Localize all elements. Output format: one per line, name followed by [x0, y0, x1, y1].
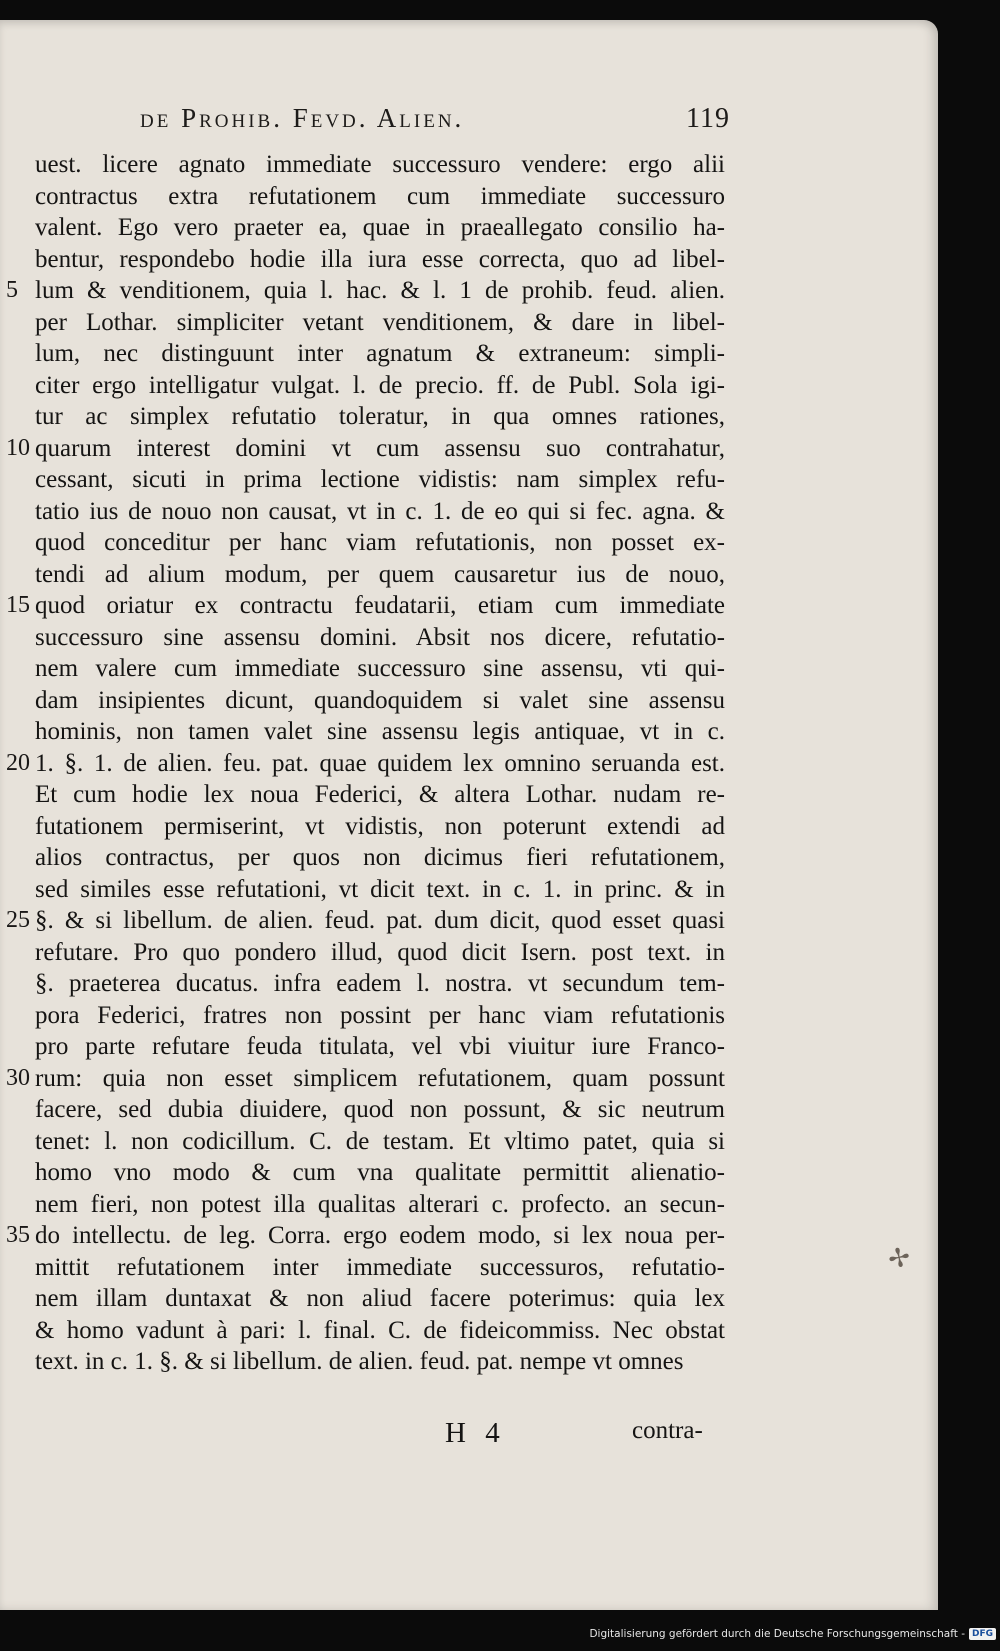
text-line	[35, 779, 725, 811]
text-line-content: quarum interest domini vt cum assensu suo contrahatur,	[35, 434, 725, 462]
digitization-footer	[589, 1625, 996, 1643]
text-line-content: bentur, respondebo hodie illa iura esse correcta, quo ad libel-	[35, 245, 725, 273]
text-line	[35, 1126, 725, 1158]
text-line-content: successuro sine assensu domini. Absit nos dicere, refutatio-	[35, 623, 725, 651]
text-line	[35, 653, 725, 685]
text-line	[35, 685, 725, 717]
text-line	[35, 622, 725, 654]
signature-mark: H 4	[445, 1417, 506, 1449]
text-line-content: homo vno modo & cum vna qualitate permittit alienatio-	[35, 1159, 725, 1186]
text-line	[35, 149, 725, 181]
text-line-content: tendi ad alium modum, per quem causaretur ius de nouo,	[35, 560, 725, 588]
text-line	[35, 811, 725, 843]
text-line	[35, 527, 725, 559]
text-line	[35, 937, 725, 969]
text-line-content: refutare. Pro quo pondero illud, quod dicit Isern. post text. in	[35, 938, 725, 966]
margin-line-number: 10	[6, 434, 30, 461]
text-line	[35, 1283, 725, 1315]
text-line	[35, 1220, 725, 1252]
margin-line-number: 5	[6, 277, 18, 303]
text-line-content: quod conceditur per hanc viam refutationis, non posset ex-	[35, 529, 725, 556]
text-line	[35, 464, 725, 496]
text-line-content: tatio ius de nouo non causat, vt in c. 1. de eo qui si fec. agna. &	[35, 497, 725, 525]
text-line-content: Et cum hodie lex noua Federici, & altera Lothar. nudam re-	[35, 781, 725, 808]
text-line-content: citer ergo intelligatur vulgat. l. de precio. ff. de Publ. Sola igi-	[35, 371, 725, 399]
text-line-content: do intellectu. de leg. Corra. ergo eodem modo, si lex noua per-	[35, 1222, 725, 1249]
text-line-content: per Lothar. simpliciter vetant venditionem, & dare in libel-	[35, 308, 725, 336]
text-line	[35, 1094, 725, 1126]
text-line	[35, 716, 725, 748]
text-line-content: §. & si libellum. de alien. feud. pat. dum dicit, quod esset quasi	[35, 907, 725, 934]
text-line-content: nem illam duntaxat & non aliud facere poterimus: quia lex	[35, 1285, 725, 1312]
text-line	[35, 212, 725, 244]
text-line-content: pro parte refutare feuda titulata, vel vbi viuitur iure Franco-	[35, 1033, 725, 1060]
text-line	[35, 244, 725, 276]
margin-line-number: 30	[6, 1064, 30, 1091]
margin-line-number: 35	[6, 1222, 30, 1248]
text-line	[35, 181, 725, 213]
text-line-content: cessant, sicuti in prima lectione vidistis: nam simplex refu-	[35, 466, 725, 493]
text-line-content: facere, sed dubia diuidere, quod non possunt, & sic neutrum	[35, 1096, 725, 1123]
text-line-content: mittit refutationem inter immediate successuros, refutatio-	[35, 1253, 725, 1281]
text-line-content: valent. Ego vero praeter ea, quae in praeallegato consilio ha-	[35, 214, 725, 241]
text-line	[35, 559, 725, 591]
text-line-content: text. in c. 1. §. & si libellum. de alien. feud. pat. nempe vt omnes	[35, 1348, 684, 1375]
text-line-content: nem fieri, non potest illa qualitas alterari c. profecto. an secun-	[35, 1190, 725, 1218]
text-line	[35, 275, 725, 307]
text-line-content: pora Federici, fratres non possint per hanc viam refutationis	[35, 1001, 725, 1029]
running-head	[140, 103, 730, 135]
text-line	[35, 338, 725, 370]
text-line	[35, 1063, 725, 1095]
catchword: contra-	[632, 1417, 703, 1444]
text-line-content: futationem permiserint, vt vidistis, non poterunt extendi ad	[35, 812, 725, 840]
text-line-content: quod oriatur ex contractu feudatarii, etiam cum immediate	[35, 592, 725, 619]
text-line-content: hominis, non tamen valet sine assensu legis antiquae, vt in c.	[35, 718, 725, 745]
text-line	[35, 307, 725, 339]
text-line-content: 1. §. 1. de alien. feu. pat. quae quidem lex omnino seruanda est.	[35, 749, 725, 777]
margin-line-number: 15	[6, 592, 30, 618]
text-line-content: contractus extra refutationem cum immediate successuro	[35, 182, 725, 210]
text-line	[35, 496, 725, 528]
text-line-content: alios contractus, per quos non dicimus fieri refutationem,	[35, 844, 725, 871]
text-line	[35, 370, 725, 402]
text-line	[35, 748, 725, 780]
text-line-content: tur ac simplex refutatio toleratur, in qua omnes rationes,	[35, 403, 725, 430]
text-line	[35, 590, 725, 622]
text-line-content: §. praeterea ducatus. infra eadem l. nostra. vt secundum tem-	[35, 970, 725, 997]
text-line	[35, 1189, 725, 1221]
dfg-logo: DFG	[969, 1628, 996, 1640]
page-number: 119	[686, 103, 730, 134]
text-line	[35, 1346, 725, 1378]
text-line	[35, 1031, 725, 1063]
footer-credit: Digitalisierung gefördert durch die Deutsche Forschungsgemeinschaft -	[589, 1628, 965, 1640]
text-line-content: & homo vadunt à pari: l. final. C. de fideicommiss. Nec obstat	[35, 1316, 725, 1344]
body-text	[35, 149, 725, 1378]
text-line	[35, 1315, 725, 1347]
running-head-title: de Prohib. Fevd. Alien.	[140, 103, 465, 133]
text-line-content: uest. licere agnato immediate successuro vendere: ergo alii	[35, 151, 725, 178]
text-line	[35, 842, 725, 874]
pin-mark-icon: ✢	[885, 1241, 913, 1275]
text-line	[35, 1252, 725, 1284]
text-line-content: dam insipientes dicunt, quandoquidem si valet sine assensu	[35, 686, 725, 714]
margin-line-number: 20	[6, 749, 30, 776]
text-line	[35, 968, 725, 1000]
text-line	[35, 401, 725, 433]
text-line-content: lum, nec distinguunt inter agnatum & extraneum: simpli-	[35, 340, 725, 367]
text-line	[35, 905, 725, 937]
text-line-content: lum & venditionem, quia l. hac. & l. 1 de prohib. feud. alien.	[35, 277, 725, 304]
text-line	[35, 874, 725, 906]
text-line-content: tenet: l. non codicillum. C. de testam. Et vltimo patet, quia si	[35, 1127, 725, 1155]
text-line-content: sed similes esse refutationi, vt dicit text. in c. 1. in princ. & in	[35, 875, 725, 903]
text-line	[35, 1157, 725, 1189]
text-line	[35, 1000, 725, 1032]
text-line	[35, 433, 725, 465]
margin-line-number: 25	[6, 907, 30, 933]
text-line-content: rum: quia non esset simplicem refutationem, quam possunt	[35, 1064, 725, 1092]
text-line-content: nem valere cum immediate successuro sine assensu, vti qui-	[35, 655, 725, 682]
